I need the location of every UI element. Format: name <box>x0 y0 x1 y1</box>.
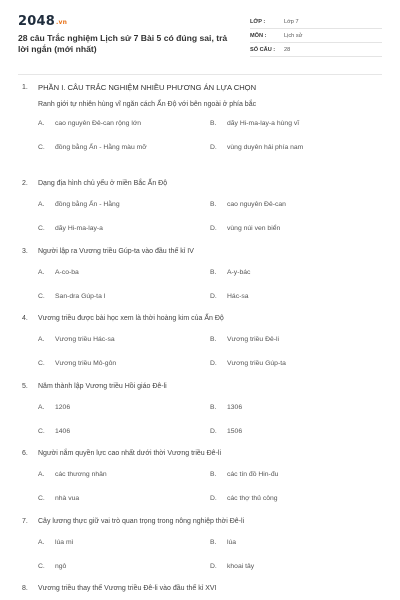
question-text: Cây lương thực giữ vai trò quan trọng trong nông nghiệp thời Đê-li <box>38 517 245 525</box>
answer-options <box>22 471 382 519</box>
option-text: dãy Hi-ma-lay-a <box>55 225 103 232</box>
question-number: 2. <box>22 180 28 187</box>
answer-option[interactable] <box>210 336 382 360</box>
option-letter: C. <box>38 292 45 300</box>
question-number: 3. <box>22 247 28 255</box>
answer-options <box>22 201 382 249</box>
option-text: 1406 <box>55 427 71 435</box>
answer-option[interactable] <box>38 404 210 428</box>
option-letter: B. <box>210 120 217 127</box>
answer-option[interactable] <box>210 360 382 384</box>
answer-option[interactable] <box>38 539 210 563</box>
option-letter: B. <box>210 268 217 276</box>
option-letter: A. <box>38 201 45 208</box>
answer-option[interactable] <box>210 495 382 519</box>
answer-option[interactable] <box>210 120 382 144</box>
option-letter: B. <box>210 201 217 208</box>
answer-option[interactable] <box>210 269 382 293</box>
option-text: các tín đồ Hin-đu <box>227 471 279 478</box>
answer-option[interactable] <box>210 539 382 563</box>
option-letter: C. <box>38 495 45 502</box>
question-text: Vương triều được bài học xem là thời hoàng kim của Ấn Độ <box>38 315 224 322</box>
answer-option[interactable] <box>38 428 210 452</box>
answer-option[interactable] <box>38 495 210 519</box>
option-letter: C. <box>38 360 45 367</box>
option-text: lúa mì <box>55 538 74 546</box>
section-title: PHẦN I. CÂU TRẮC NGHIỆM NHIỀU PHƯƠNG ÁN LỰA CHỌN <box>38 83 257 92</box>
question-block <box>22 581 382 600</box>
option-text: cao nguyên Đê-can <box>227 201 286 208</box>
question-text: Người nắm quyền lực cao nhất dưới thời Vương triều Đê-li <box>38 450 222 457</box>
answer-options <box>22 539 382 587</box>
option-letter: B. <box>210 471 217 478</box>
option-letter: C. <box>38 144 45 151</box>
option-letter: A. <box>38 403 45 411</box>
option-text: đồng bằng Ấn - Hằng <box>55 201 120 208</box>
answer-option[interactable] <box>210 428 382 452</box>
answer-option[interactable] <box>38 360 210 384</box>
question-text: Ranh giới tự nhiên hùng vĩ ngăn cách Ấn Độ với bên ngoài ở phía bắc <box>38 101 257 108</box>
option-letter: A. <box>38 471 45 478</box>
question-block <box>22 176 382 244</box>
option-text: các thương nhân <box>55 471 107 478</box>
option-letter: A. <box>38 120 45 127</box>
option-letter: D. <box>210 144 217 151</box>
question-list <box>22 80 382 600</box>
option-text: Vương triều Hác-sa <box>55 336 115 343</box>
question-text: Năm thành lập Vương triều Hồi giáo Đê-li <box>38 382 167 390</box>
meta-subject: MÔN : Lịch sử <box>250 29 382 43</box>
option-text: 1206 <box>55 403 71 411</box>
answer-option[interactable] <box>38 144 210 168</box>
document-meta <box>250 15 382 57</box>
option-letter: C. <box>38 225 45 232</box>
question-block <box>22 514 382 582</box>
meta-question-count: SỐ CÂU : 28 <box>250 43 382 57</box>
answer-option[interactable] <box>38 471 210 495</box>
option-letter: A. <box>38 336 45 343</box>
answer-option[interactable] <box>38 563 210 587</box>
question-text: Vương triều thay thế Vương triều Đê-li vào đầu thế kỉ XVI <box>38 585 217 592</box>
question-block <box>22 446 382 514</box>
option-text: khoai tây <box>227 562 255 570</box>
question-block <box>22 244 382 312</box>
option-text: vùng duyên hải phía nam <box>227 144 304 151</box>
option-text: 1506 <box>227 427 243 435</box>
option-text: 1306 <box>227 403 243 411</box>
question-number: 6. <box>22 450 28 457</box>
option-text: San-dra Gúp-ta I <box>55 292 106 300</box>
answer-options <box>22 120 382 168</box>
option-text: Vương triều Mô-gôn <box>55 360 117 367</box>
answer-option[interactable] <box>38 336 210 360</box>
answer-option[interactable] <box>210 201 382 225</box>
question-number: 7. <box>22 517 28 525</box>
option-text: vùng núi ven biển <box>227 225 281 232</box>
answer-option[interactable] <box>38 269 210 293</box>
question-block <box>22 379 382 447</box>
option-letter: A. <box>38 538 45 546</box>
option-letter: D. <box>210 427 217 435</box>
answer-options <box>22 404 382 452</box>
question-number: 4. <box>22 315 28 322</box>
answer-options <box>22 336 382 384</box>
answer-options <box>22 269 382 317</box>
option-text: Hác-sa <box>227 292 249 300</box>
option-letter: B. <box>210 403 217 411</box>
option-text: cao nguyên Đê-can rộng lớn <box>55 120 142 127</box>
option-text: A-y-bác <box>227 268 251 276</box>
option-letter: D. <box>210 562 217 570</box>
meta-grade: LỚP : Lớp 7 <box>250 15 382 29</box>
question-number: 8. <box>22 585 28 592</box>
option-text: các thợ thủ công <box>227 495 278 502</box>
question-text: Người lập ra Vương triều Gúp-ta vào đầu thế kỉ IV <box>38 247 194 255</box>
option-letter: C. <box>38 562 45 570</box>
option-text: Vương triều Đê-li <box>227 336 280 343</box>
option-text: dãy Hi-ma-lay-a hùng vĩ <box>227 120 300 127</box>
answer-option[interactable] <box>210 471 382 495</box>
answer-option[interactable] <box>38 120 210 144</box>
question-block <box>22 311 382 379</box>
question-text: Dạng địa hình chủ yếu ở miền Bắc Ấn Độ <box>38 180 168 187</box>
option-text: đồng bằng Ấn - Hằng màu mỡ <box>55 144 147 151</box>
answer-option[interactable] <box>210 144 382 168</box>
header-divider <box>18 74 382 75</box>
site-logo[interactable]: 2048.vn <box>18 14 68 29</box>
option-text: ngô <box>55 562 67 570</box>
answer-option[interactable] <box>38 225 210 249</box>
answer-option[interactable] <box>38 293 210 317</box>
question-block <box>22 80 382 176</box>
option-letter: B. <box>210 538 217 546</box>
option-letter: D. <box>210 292 217 300</box>
option-letter: A. <box>38 268 45 276</box>
answer-option[interactable] <box>210 404 382 428</box>
answer-option[interactable] <box>210 225 382 249</box>
option-letter: D. <box>210 225 217 232</box>
question-number: 5. <box>22 382 28 390</box>
option-text: lúa <box>227 538 237 546</box>
option-letter: D. <box>210 495 217 502</box>
answer-option[interactable] <box>210 563 382 587</box>
option-text: A-co-ba <box>55 268 79 276</box>
option-letter: C. <box>38 427 45 435</box>
answer-option[interactable] <box>38 201 210 225</box>
question-number: 1. <box>22 84 28 91</box>
answer-option[interactable] <box>210 293 382 317</box>
document-title: 28 câu Trắc nghiệm Lịch sử 7 Bài 5 có đúng sai, trả lời ngắn (mới nhất) <box>18 33 228 54</box>
option-letter: B. <box>210 336 217 343</box>
option-text: Vương triều Gúp-ta <box>227 360 286 367</box>
option-letter: D. <box>210 360 217 367</box>
option-text: nhà vua <box>55 495 80 502</box>
